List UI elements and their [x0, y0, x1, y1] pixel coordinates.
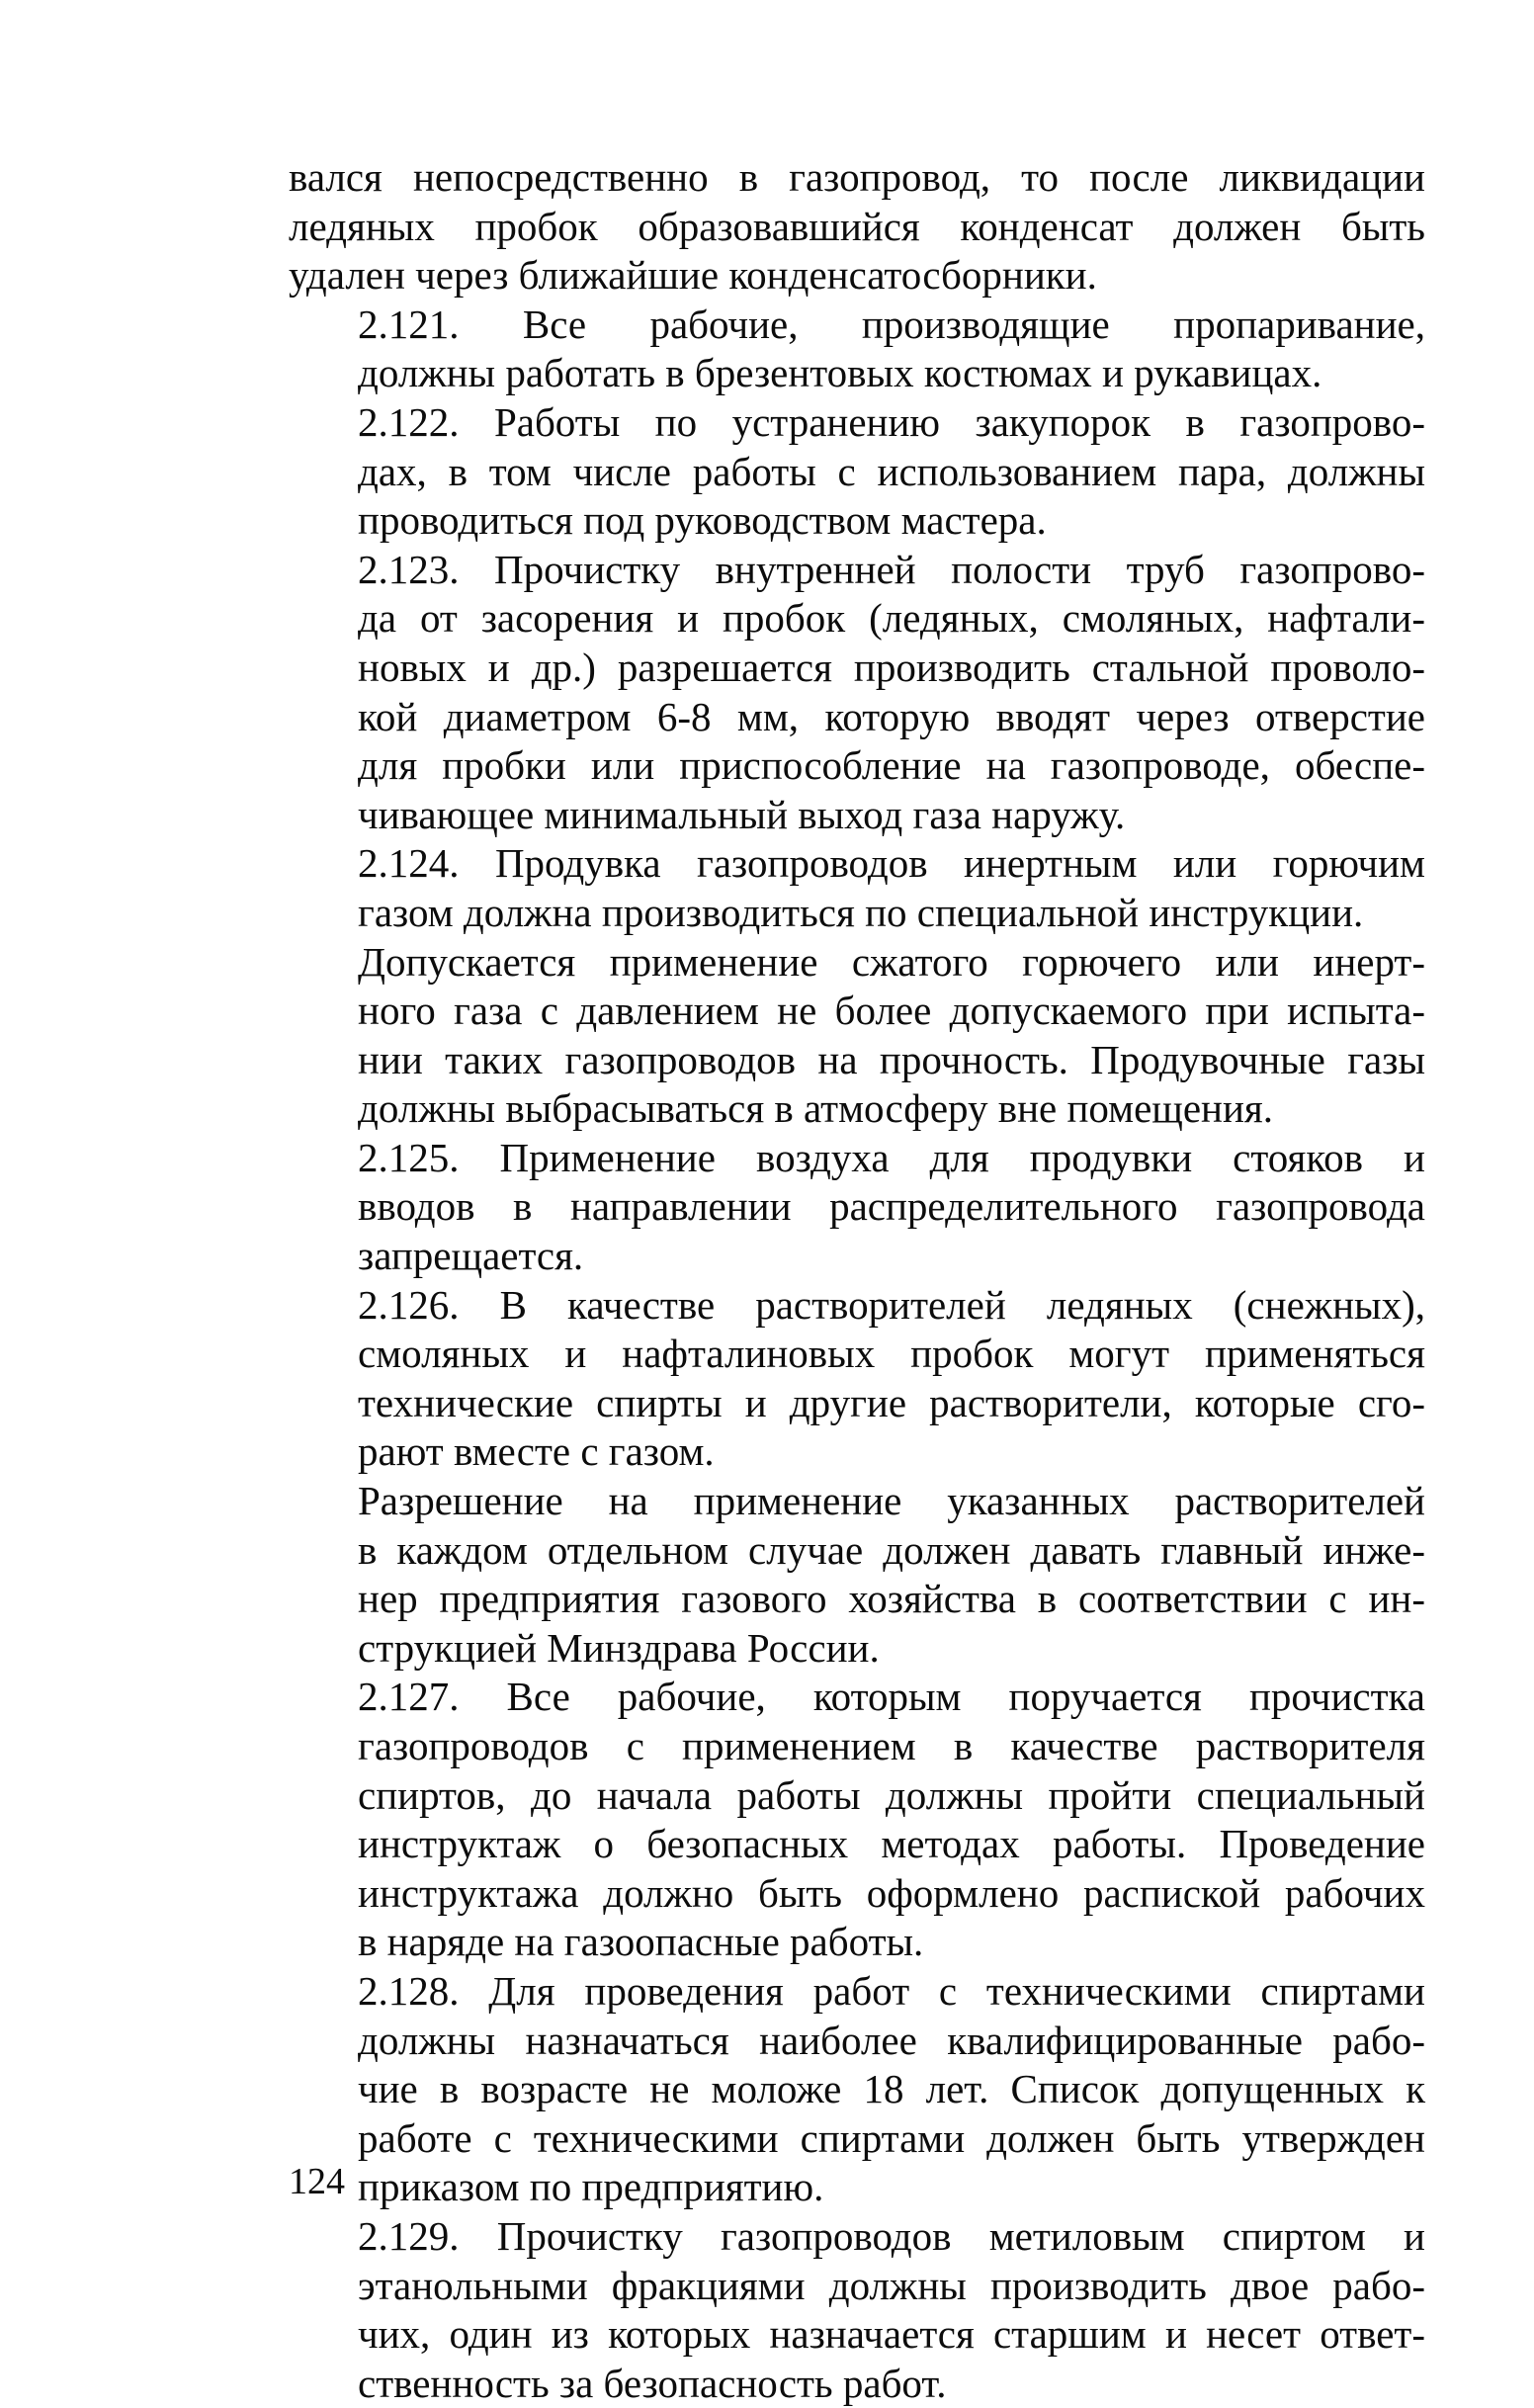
text-line: Допускается применение сжатого горючего или инерт-: [358, 938, 1425, 985]
page-body: [289, 153, 1425, 2408]
text-line: 2.129. Прочистку газопроводов метиловым спиртом и: [358, 2212, 1425, 2259]
text-line: в наряде на газоопасные работы.: [358, 1919, 924, 1965]
text-line: запрещается.: [358, 1233, 584, 1279]
text-line: этанольными фракциями должны производить двое рабо-: [358, 2262, 1425, 2308]
text-line: удален через ближайшие конденсатосборники.: [289, 252, 1097, 299]
text-line: газопроводов с применением в качестве растворителя: [358, 1723, 1425, 1768]
text-line: инструктажа должно быть оформлено распиской рабочих: [358, 1869, 1425, 1916]
text-line: газом должна производиться по специальной инструкции.: [358, 889, 1364, 935]
text-line: чивающее минимальный выход газа наружу.: [358, 791, 1126, 837]
text-line: рают вместе с газом.: [358, 1428, 715, 1475]
paragraph-p2121: [289, 301, 1425, 398]
paragraph-p2124b: [289, 938, 1425, 1134]
text-line: 2.127. Все рабочие, которым поручается прочистка: [358, 1674, 1425, 1720]
paragraph-p2124: [289, 839, 1425, 937]
text-line: дах, в том числе работы с использованием пара, должны: [358, 448, 1425, 494]
text-line: нер предприятия газового хозяйства в соответствии с ин-: [358, 1576, 1425, 1622]
text-line: для пробки или приспособление на газопроводе, обеспе-: [358, 742, 1425, 789]
text-line: 2.124. Продувка газопроводов инертным или горючим: [358, 840, 1425, 887]
paragraph-p2126b: [289, 1477, 1425, 1673]
text-line: смоляных и нафталиновых пробок могут применяться: [358, 1331, 1425, 1377]
text-line: должны назначаться наиболее квалифицированные рабо-: [358, 2017, 1425, 2063]
paragraph-p2126: [289, 1281, 1425, 1477]
text-line: новых и др.) разрешается производить стальной проволо-: [358, 644, 1425, 690]
text-line: вался непосредственно в газопровод, то после ликвидации: [289, 154, 1425, 200]
text-line: кой диаметром 6-8 мм, которую вводят через отверстие: [358, 693, 1425, 739]
text-line: нии таких газопроводов на прочность. Продувочные газы: [358, 1036, 1425, 1082]
text-line: 2.122. Работы по устранению закупорок в газопрово-: [358, 398, 1425, 445]
text-line: проводиться под руководством мастера.: [358, 497, 1047, 544]
text-line: 2.121. Все рабочие, производящие пропаривание,: [358, 301, 1425, 347]
text-line: Разрешение на применение указанных растворителей: [358, 1478, 1425, 1524]
text-line: должны выбрасываться в атмосферу вне помещения.: [358, 1085, 1274, 1132]
text-line: технические спирты и другие растворители, которые сго-: [358, 1379, 1425, 1425]
text-line: 2.126. В качестве растворителей ледяных (снежных),: [358, 1281, 1425, 1328]
text-line: инструктаж о безопасных методах работы. Проведение: [358, 1821, 1425, 1867]
page-number: 124: [289, 2161, 345, 2202]
text-line: 2.123. Прочистку внутренней полости труб газопрово-: [358, 546, 1425, 592]
text-line: ственность за безопасность работ.: [358, 2360, 947, 2406]
paragraph-p2128: [289, 1967, 1425, 2212]
paragraph-p2125: [289, 1134, 1425, 1281]
text-line: чих, один из которых назначается старшим и несет ответ-: [358, 2311, 1425, 2358]
text-line: спиртов, до начала работы должны пройти специальный: [358, 1771, 1425, 1818]
text-line: ледяных пробок образовавшийся конденсат должен быть: [289, 203, 1425, 249]
text-line: струкцией Минздрава России.: [358, 1624, 880, 1671]
paragraph-p2122: [289, 398, 1425, 546]
text-line: работе с техническими спиртами должен быть утвержден: [358, 2114, 1425, 2161]
text-line: ного газа с давлением не более допускаемого при испыта-: [358, 988, 1425, 1034]
paragraph-p2129: [289, 2212, 1425, 2408]
text-line: да от засорения и пробок (ледяных, смоляных, нафтали-: [358, 595, 1425, 642]
paragraph-cont: [289, 153, 1425, 301]
text-line: в каждом отдельном случае должен давать главный инже-: [358, 1526, 1425, 1573]
paragraph-p2123: [289, 546, 1425, 840]
text-line: 2.125. Применение воздуха для продувки стояков и: [358, 1134, 1425, 1180]
text-line: 2.128. Для проведения работ с техническими спиртами: [358, 1967, 1425, 2014]
paragraph-p2127: [289, 1673, 1425, 1967]
text-line: приказом по предприятию.: [358, 2164, 824, 2210]
text-line: чие в возрасте не моложе 18 лет. Список допущенных к: [358, 2066, 1425, 2112]
text-line: должны работать в брезентовых костюмах и рукавицах.: [358, 350, 1322, 396]
text-line: вводов в направлении распределительного газопровода: [358, 1183, 1425, 1230]
